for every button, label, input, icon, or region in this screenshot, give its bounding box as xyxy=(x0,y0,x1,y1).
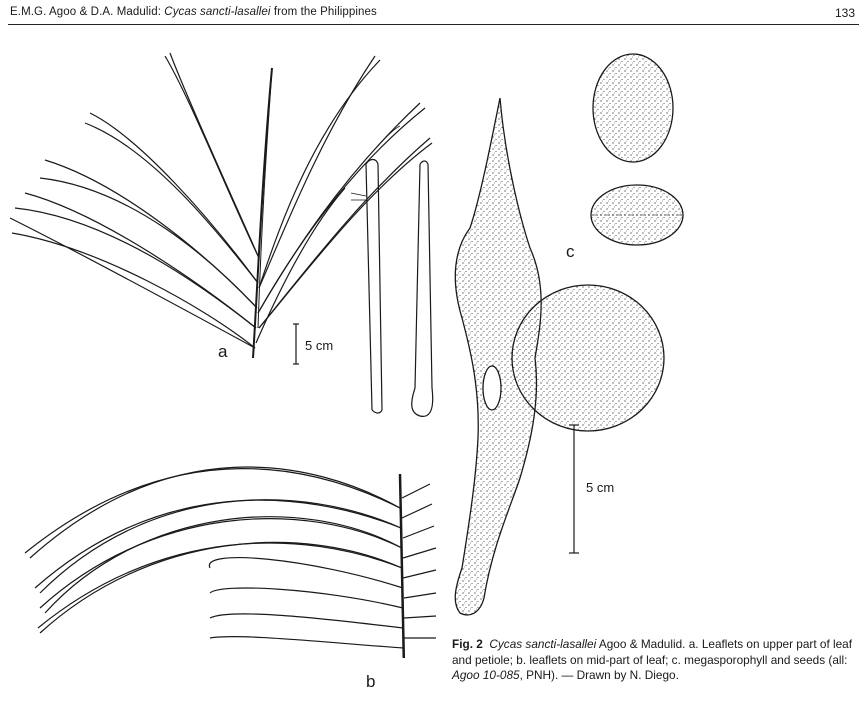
caption-specimen: Agoo 10-085 xyxy=(452,668,520,682)
panel-label-b: b xyxy=(366,672,376,691)
panel-b-mid-leaflets xyxy=(25,467,436,658)
scale-label-a: 5 cm xyxy=(305,338,334,353)
running-head: E.M.G. Agoo & D.A. Madulid: Cycas sancti-lasallei from the Philippines xyxy=(10,6,377,18)
scale-bar-a xyxy=(293,324,299,364)
panel-label-a: a xyxy=(218,342,228,361)
scale-bar-c xyxy=(569,425,579,553)
panel-label-c: c xyxy=(566,242,575,261)
scale-label-c: 5 cm xyxy=(586,480,615,495)
caption-text-2: , PNH). — Drawn by N. Diego. xyxy=(519,668,679,682)
caption-species: Cycas sancti-lasallei xyxy=(489,637,597,651)
figure-caption xyxy=(452,637,862,684)
panel-c-megasporophyll xyxy=(455,54,683,615)
caption-text-1: Agoo & Madulid. a. Leaflets on upper part of leaf and petiole; b. leaflets on mid-part of leaf; c. megasporophyll and seeds (all: xyxy=(452,637,853,667)
panel-a-upper-leaflets xyxy=(10,53,432,358)
caption-fig-label: Fig. 2 xyxy=(452,637,483,651)
page-number: 133 xyxy=(834,6,855,20)
petiole-pieces xyxy=(351,126,433,416)
botanical-illustration xyxy=(0,28,867,658)
running-head-species: Cycas sancti-lasallei xyxy=(164,6,271,18)
